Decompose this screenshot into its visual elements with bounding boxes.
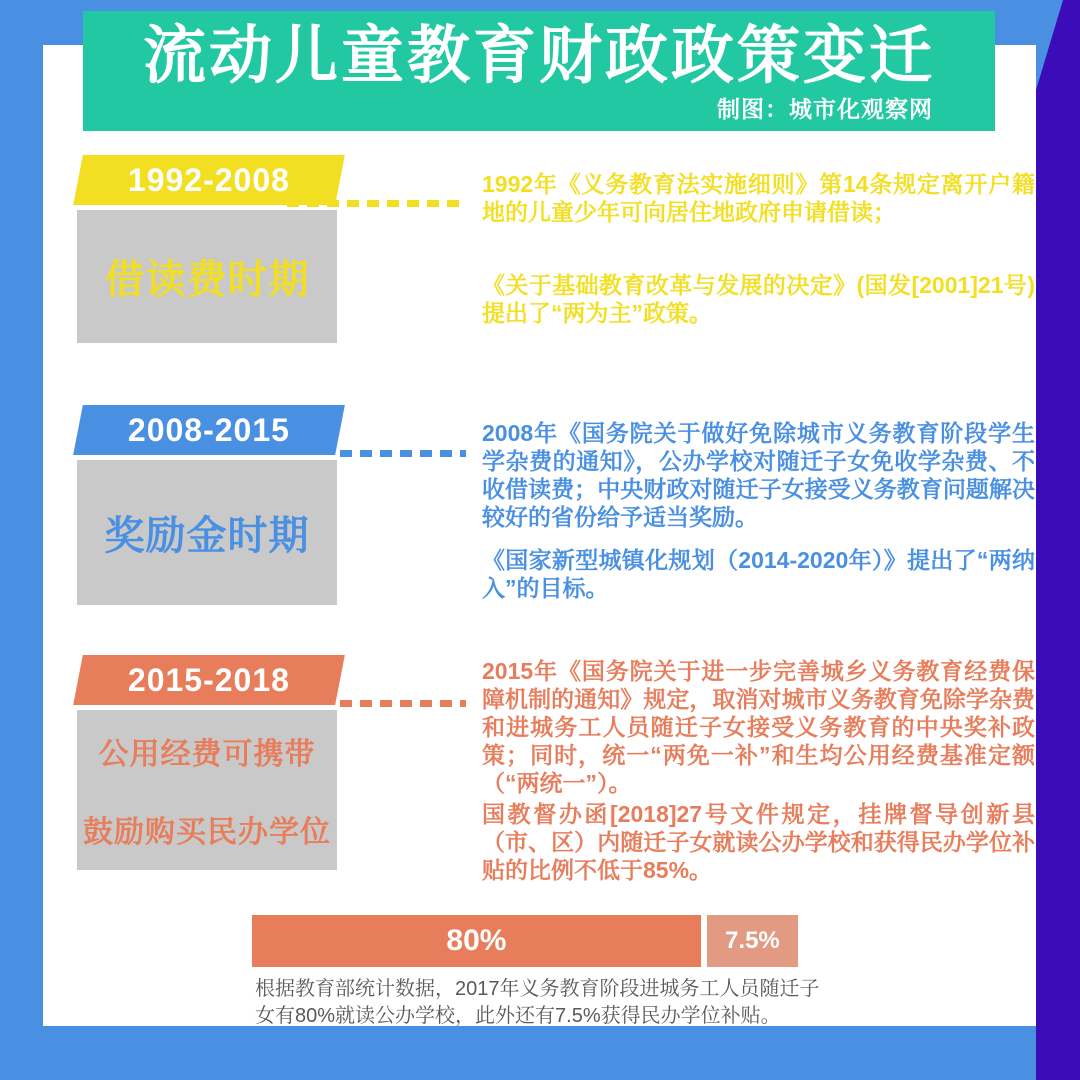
policy-paragraph: 国教督办函[2018]27号文件规定，挂牌督导创新县（市、区）内随迁子女就读公办学校和获得民办学位补贴的比例不低于85%。 <box>482 801 1035 883</box>
chart-caption: 根据教育部统计数据，2017年义务教育阶段进城务工人员随迁子女有80%就读公办学校，此外还有7.5%获得民办学位补贴。 <box>255 978 820 1027</box>
credit-label: 制图：城市化观察网 <box>717 96 933 122</box>
page-title: 流动儿童教育财政政策变迁 <box>143 21 935 91</box>
period-tag-1992-2008 <box>73 155 345 205</box>
bar-chart <box>252 915 798 967</box>
era-label: 借读费时期 <box>104 258 310 302</box>
dashed-connector-2 <box>340 450 466 457</box>
bar-value-label: 80% <box>446 924 507 957</box>
period-label: 1992-2008 <box>127 161 291 198</box>
era-label-line2: 鼓励购买民办学位 <box>83 816 331 849</box>
title-banner <box>83 11 995 131</box>
policy-paragraph: 《关于基础教育改革与发展的决定》(国发[2001]21号)提出了“两为主”政策。 <box>482 272 1035 326</box>
bar-value-label: 7.5% <box>725 927 780 954</box>
policy-paragraph: 2015年《国务院关于进一步完善城乡义务教育经费保障机制的通知》规定，取消对城市义务教育免除学杂费和进城务工人员随迁子女接受义务教育的中央奖补政策；同时，统一“两免一补”和生均公用经费基准定额（“两统一”）。 <box>482 658 1035 796</box>
policy-paragraph: 2008年《国务院关于做好免除城市义务教育阶段学生学杂费的通知》，公办学校对随迁子女免收学杂费、不收借读费；中央财政对随迁子女接受义务教育问题解决较好的省份给予适当奖励。 <box>482 420 1035 530</box>
era-box-2 <box>77 460 337 605</box>
bar-public-school <box>252 915 701 967</box>
era-box-3 <box>77 710 337 870</box>
period-tag-2015-2018 <box>73 655 345 705</box>
bar-private-subsidy <box>707 915 798 967</box>
era-label: 奖励金时期 <box>104 514 310 558</box>
era-label-line1: 公用经费可携带 <box>98 738 316 771</box>
dashed-connector-3 <box>340 700 466 707</box>
corner-accent-shape <box>1036 0 1080 1080</box>
period-label: 2015-2018 <box>127 661 291 698</box>
policy-paragraph: 《国家新型城镇化规划（2014-2020年）》提出了“两纳入”的目标。 <box>482 547 1035 601</box>
policy-paragraph: 1992年《义务教育法实施细则》第14条规定离开户籍地的儿童少年可向居住地政府申请借读； <box>482 171 1035 225</box>
dashed-connector-1 <box>287 200 465 207</box>
period-tag-2008-2015 <box>73 405 345 455</box>
era-box-1 <box>77 210 337 343</box>
period-label: 2008-2015 <box>127 411 291 448</box>
